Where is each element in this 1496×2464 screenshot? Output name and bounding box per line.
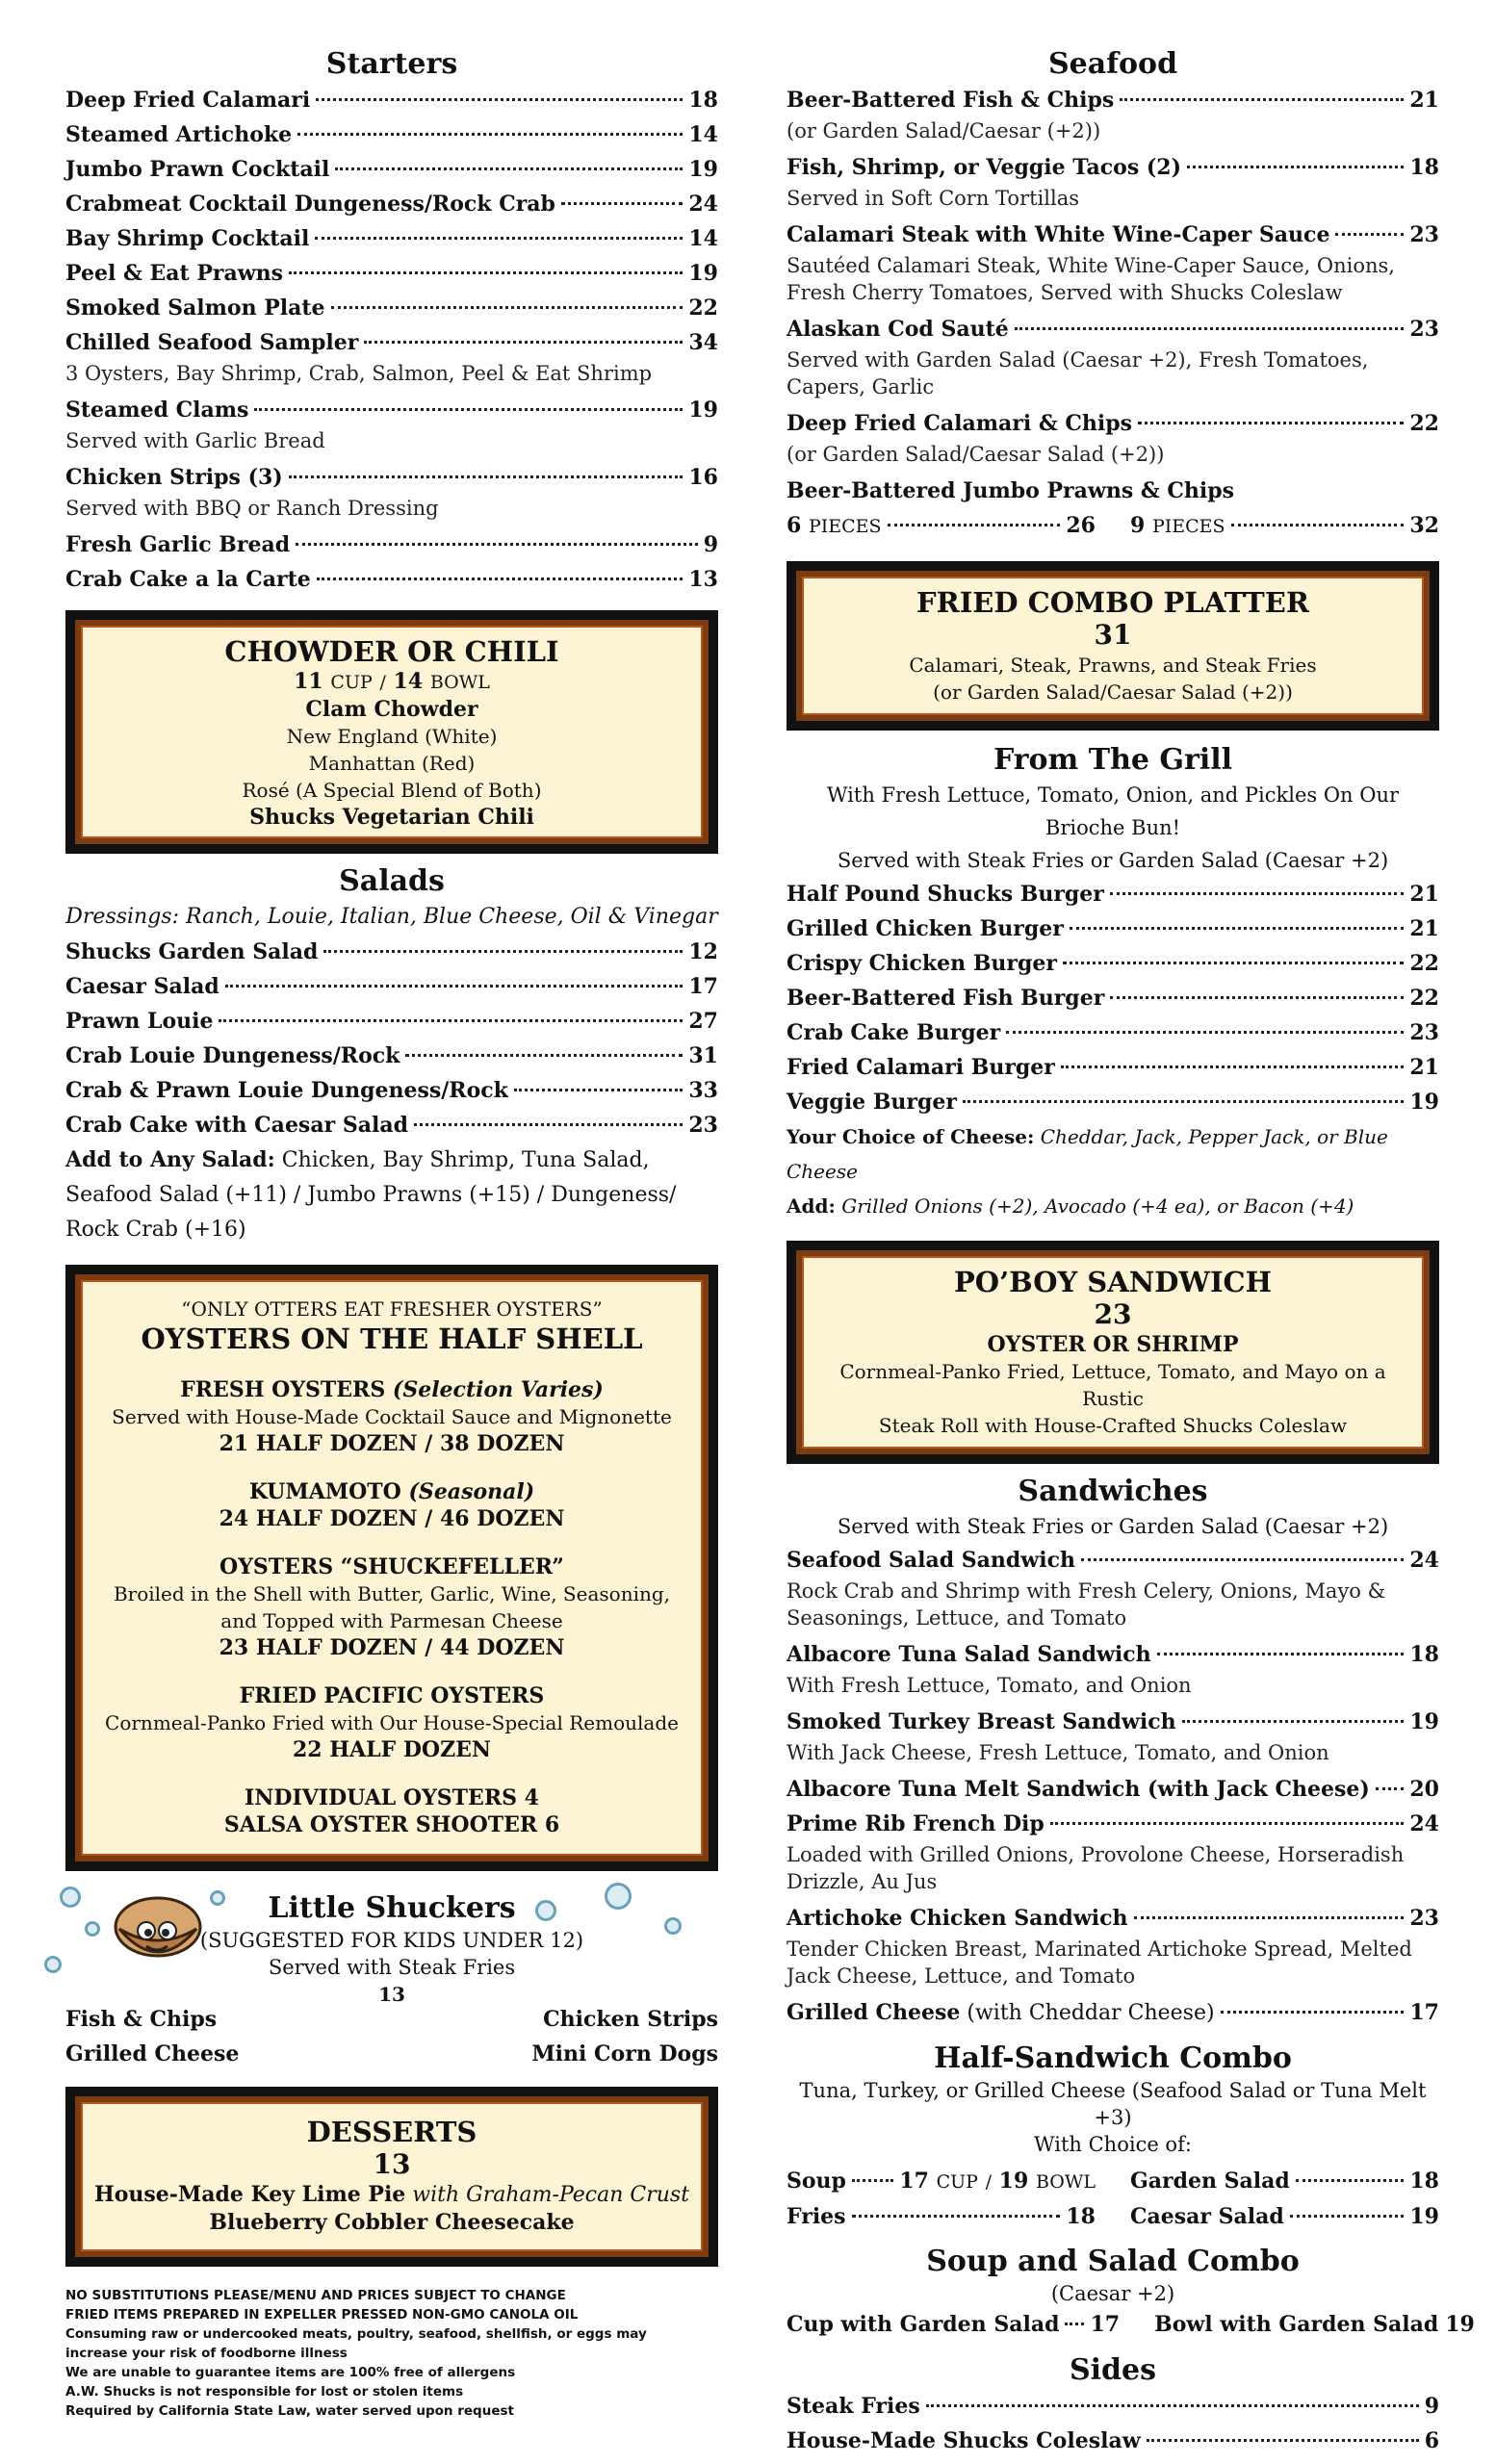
menu-item	[65, 562, 718, 597]
sandwich-list	[787, 1543, 1439, 1989]
grill-title: From The Grill	[993, 743, 1233, 777]
item-name: Crab Cake a la Carte	[65, 567, 311, 592]
item-name: Crabmeat Cocktail Dungeness/Rock Crab	[65, 192, 555, 217]
dot-leader	[1147, 2439, 1419, 2442]
item-name: Deep Fried Calamari	[65, 88, 311, 113]
item-name: Half Pound Shucks Burger	[787, 882, 1104, 907]
item-name: Prime Rib French Dip	[787, 1811, 1045, 1836]
salad-addons: Add to Any Salad: Chicken, Bay Shrimp, Tuna Salad, Seafood Salad (+11) / Jumbo Prawns (+15) / Dungeness/ Rock Crab (+16)	[65, 1147, 677, 1242]
menu-item	[65, 187, 718, 221]
left-column	[65, 46, 718, 2421]
soup-salad-subtitle: (Caesar +2)	[1050, 2282, 1175, 2305]
poboy-desc: Steak Roll with House-Crafted Shucks Coleslaw	[878, 1414, 1348, 1437]
item-description: With Fresh Lettuce, Tomato, and Onion	[787, 1674, 1192, 1697]
dot-leader	[1061, 1065, 1404, 1068]
right-column	[787, 46, 1475, 2458]
vegetarian-chili: Shucks Vegetarian Chili	[249, 805, 534, 830]
item-price: 19	[688, 398, 718, 423]
fine-print-line: Consuming raw or undercooked meats, poultry, seafood, shellfish, or eggs may	[65, 2326, 647, 2342]
dot-leader	[1063, 962, 1404, 964]
dot-leader	[335, 167, 683, 170]
item-name: Bay Shrimp Cocktail	[65, 226, 310, 251]
menu-item	[787, 1015, 1439, 1050]
combo-box	[787, 561, 1439, 731]
menu-item: Beer-Battered Jumbo Prawns & Chips	[787, 478, 1235, 503]
menu-item	[787, 1085, 1439, 1119]
item-price: 31	[688, 1043, 718, 1068]
item-price: 21	[1409, 88, 1439, 113]
dot-leader	[1376, 1787, 1405, 1790]
chowder-type: Manhattan (Red)	[308, 752, 476, 775]
item-name: Artichoke Chicken Sandwich	[787, 1906, 1128, 1931]
desserts-box	[65, 2087, 718, 2267]
menu-item	[787, 877, 1439, 911]
item-name: Beer-Battered Fish & Chips	[787, 88, 1115, 113]
item-price: 23	[1409, 1020, 1439, 1045]
dot-leader	[316, 98, 683, 101]
menu-item	[787, 406, 1439, 441]
grill-subtitle: Served with Steak Fries or Garden Salad (Caesar +2)	[837, 849, 1389, 872]
item-description: Served in Soft Corn Tortillas	[787, 187, 1079, 210]
dot-leader	[1110, 996, 1404, 999]
kumamoto-oysters: KUMAMOTO (Seasonal)	[248, 1479, 535, 1504]
dot-leader	[317, 578, 684, 580]
fine-print-line: NO SUBSTITUTIONS PLEASE/MENU AND PRICES SUBJECT TO CHANGE	[65, 2288, 566, 2303]
item-price: 13	[688, 567, 718, 592]
fine-print-line: Required by California State Law, water served upon request	[65, 2403, 514, 2419]
item-price: 22	[1409, 411, 1439, 436]
menu-item	[65, 1108, 718, 1142]
salads-title: Salads	[339, 864, 445, 898]
item-price: 24	[688, 192, 718, 217]
fried-oysters-desc: Cornmeal-Panko Fried with Our House-Special Remoulade	[105, 1711, 679, 1734]
dot-leader	[1015, 327, 1405, 330]
half-combo-subtitle: Tuna, Turkey, or Grilled Cheese (Seafood Salad or Tuna Melt +3)	[799, 2079, 1427, 2129]
combo-desc: Calamari, Steak, Prawns, and Steak Fries	[909, 654, 1317, 677]
grill-list	[787, 877, 1439, 1119]
half-combo-options: Fries 18 Caesar Salad 19	[787, 2204, 1439, 2229]
oysters-box	[65, 1265, 718, 1871]
chowder-type: Rosé (A Special Blend of Both)	[242, 779, 542, 802]
menu-item	[65, 935, 718, 969]
shuckefeller-oysters: OYSTERS “SHUCKEFELLER”	[219, 1554, 564, 1579]
combo-title: FRIED COMBO PLATTER	[916, 586, 1309, 619]
item-price: 9	[1424, 2394, 1439, 2419]
dot-leader	[323, 950, 683, 953]
dot-leader	[315, 237, 683, 240]
soup-salad-title: Soup and Salad Combo	[926, 2245, 1300, 2278]
menu-item	[787, 946, 1439, 981]
item-name: Grilled Chicken Burger	[787, 916, 1064, 941]
item-price: 9	[703, 532, 718, 557]
grill-cheese: Your Choice of Cheese: Cheddar, Jack, Pepper Jack, or Blue Cheese	[787, 1125, 1388, 1183]
item-description: Served with BBQ or Ranch Dressing	[65, 497, 439, 520]
kids-served: Served with Steak Fries	[268, 1956, 516, 1979]
dot-leader	[414, 1123, 683, 1126]
item-price: 16	[688, 465, 718, 490]
item-price: 23	[688, 1113, 718, 1138]
combo-price: 31	[1094, 619, 1132, 651]
item-description: (or Garden Salad/Caesar Salad (+2))	[787, 443, 1165, 466]
individual-oysters: INDIVIDUAL OYSTERS 4	[245, 1785, 539, 1810]
fine-print-line: FRIED ITEMS PREPARED IN EXPELLER PRESSED NON-GMO CANOLA OIL	[65, 2307, 579, 2323]
menu-item	[787, 1772, 1439, 1807]
item-description: Sautéed Calamari Steak, White Wine-Caper Sauce, Onions, Fresh Cherry Tomatoes, Served with Shucks Coleslaw	[787, 254, 1395, 304]
chowder-title: CHOWDER OR CHILI	[224, 635, 559, 668]
salad-dressings: Dressings: Ranch, Louie, Italian, Blue Cheese, Oil & Vinegar	[65, 905, 718, 929]
chowder-box	[65, 610, 718, 854]
kumamoto-price: 24 HALF DOZEN / 46 DOZEN	[219, 1506, 565, 1531]
item-name: Shucks Garden Salad	[65, 939, 319, 964]
item-name: Smoked Turkey Breast Sandwich	[787, 1709, 1176, 1734]
prawns-options: 6 PIECES 26 9 PIECES 32	[787, 513, 1439, 538]
menu-item	[65, 393, 718, 427]
item-name: Seafood Salad Sandwich	[787, 1548, 1075, 1573]
dot-leader	[1120, 98, 1404, 101]
item-price: 21	[1409, 1055, 1439, 1080]
seafood-title: Seafood	[1047, 47, 1178, 81]
fried-oysters-price: 22 HALF DOZEN	[292, 1737, 492, 1762]
menu-item	[787, 2389, 1439, 2424]
item-name: Alaskan Cod Sauté	[787, 317, 1009, 342]
item-price: 18	[1409, 1642, 1439, 1667]
item-price: 22	[1409, 986, 1439, 1011]
item-name: Peel & Eat Prawns	[65, 261, 284, 286]
item-name: Calamari Steak with White Wine-Caper Sauce	[787, 222, 1330, 247]
item-price: 20	[1409, 1777, 1439, 1802]
shuckefeller-price: 23 HALF DOZEN / 44 DOZEN	[219, 1635, 565, 1660]
blueberry-cobbler: Blueberry Cobbler Cheesecake	[209, 2210, 575, 2235]
item-name: Veggie Burger	[787, 1090, 957, 1115]
item-name: Steamed Artichoke	[65, 122, 293, 147]
menu-item	[65, 221, 718, 256]
dot-leader	[1157, 1653, 1405, 1656]
menu-item	[787, 1637, 1439, 1672]
item-name: Caesar Salad	[65, 974, 219, 999]
item-name: House-Made Shucks Coleslaw	[787, 2428, 1141, 2453]
sides-list	[787, 2389, 1439, 2458]
item-description: 3 Oysters, Bay Shrimp, Crab, Salmon, Peel & Eat Shrimp	[65, 362, 653, 385]
item-price: 33	[688, 1078, 718, 1103]
menu-item	[787, 312, 1439, 346]
item-price: 19	[688, 157, 718, 182]
item-description: Tender Chicken Breast, Marinated Artichoke Spread, Melted Jack Cheese, Lettuce, and Tomato	[787, 1938, 1412, 1988]
item-price: 19	[1409, 1090, 1439, 1115]
dot-leader	[405, 1054, 683, 1057]
fine-print	[65, 2286, 718, 2421]
dot-leader	[254, 408, 683, 411]
dot-leader	[331, 306, 684, 309]
dot-leader	[1187, 166, 1404, 168]
dot-leader	[1070, 927, 1405, 930]
item-price: 22	[1409, 951, 1439, 976]
oysters-title: OYSTERS ON THE HALF SHELL	[141, 1322, 643, 1355]
dot-leader	[1081, 1558, 1404, 1561]
desserts-price: 13	[373, 2148, 411, 2180]
poboy-title: PO’BOY SANDWICH	[954, 1266, 1272, 1298]
poboy-price: 23	[1094, 1298, 1132, 1330]
dot-leader	[1110, 892, 1404, 895]
sides-title: Sides	[1069, 2353, 1156, 2387]
dot-leader	[1335, 233, 1404, 236]
dot-leader	[963, 1100, 1404, 1103]
item-name: Fried Calamari Burger	[787, 1055, 1055, 1080]
dot-leader	[514, 1089, 683, 1091]
menu-item	[787, 1807, 1439, 1841]
menu-item	[65, 117, 718, 152]
menu-item	[65, 256, 718, 291]
item-name: Smoked Salmon Plate	[65, 295, 325, 321]
item-price: 21	[1409, 882, 1439, 907]
grill-subtitle: With Fresh Lettuce, Tomato, Onion, and Pickles On Our Brioche Bun!	[826, 783, 1400, 839]
item-name: Crab Cake with Caesar Salad	[65, 1113, 408, 1138]
item-price: 22	[688, 295, 718, 321]
dot-leader	[225, 985, 684, 988]
item-price: 21	[1409, 916, 1439, 941]
dot-leader	[289, 271, 683, 274]
item-price: 23	[1409, 222, 1439, 247]
menu-item	[65, 83, 718, 117]
item-name: Crab & Prawn Louie Dungeness/Rock	[65, 1078, 508, 1103]
item-name: Chilled Seafood Sampler	[65, 330, 359, 355]
item-description: Served with Garden Salad (Caesar +2), Fresh Tomatoes, Capers, Garlic	[787, 348, 1369, 398]
fine-print-line: increase your risk of foodborne illness	[65, 2346, 348, 2361]
chowder-prices: 11 CUP / 14 BOWL	[294, 669, 490, 694]
kids-menu	[65, 2002, 718, 2071]
soup-salad-options: Cup with Garden Salad 17 Bowl with Garden Salad 19	[787, 2312, 1475, 2337]
dot-leader	[289, 475, 684, 478]
menu-item	[65, 527, 718, 562]
fresh-oysters-desc: Served with House-Made Cocktail Sauce and Mignonette	[112, 1405, 672, 1428]
dot-leader	[1006, 1031, 1404, 1034]
item-description: Rock Crab and Shrimp with Fresh Celery, Onions, Mayo & Seasonings, Lettuce, and Tomato	[787, 1579, 1386, 1630]
item-name: Albacore Tuna Melt Sandwich (with Jack Cheese)	[787, 1777, 1370, 1802]
salads-list	[65, 935, 718, 1142]
item-name: Steamed Clams	[65, 398, 249, 423]
kids-price: 13	[378, 1983, 405, 2006]
item-price: 24	[1409, 1811, 1439, 1836]
half-combo-title: Half-Sandwich Combo	[934, 2041, 1292, 2075]
item-price: 19	[688, 261, 718, 286]
menu-item	[65, 1004, 718, 1039]
item-name: Deep Fried Calamari & Chips	[787, 411, 1133, 436]
dot-leader	[1050, 1822, 1405, 1825]
item-name: Beer-Battered Fish Burger	[787, 986, 1105, 1011]
poboy-desc: Cornmeal-Panko Fried, Lettuce, Tomato, and Mayo on a Rustic	[839, 1360, 1386, 1410]
kids-subtitle: (SUGGESTED FOR KIDS UNDER 12)	[199, 1929, 584, 1952]
salsa-oyster-shooter: SALSA OYSTER SHOOTER 6	[223, 1812, 560, 1837]
sandwiches-title: Sandwiches	[1018, 1475, 1208, 1508]
fine-print-line: We are unable to guarantee items are 100% free of allergens	[65, 2365, 516, 2380]
menu-item	[65, 460, 718, 495]
item-price: 12	[688, 939, 718, 964]
kids-item: Grilled Cheese	[65, 2041, 240, 2066]
fried-pacific-oysters: FRIED PACIFIC OYSTERS	[239, 1683, 545, 1708]
item-price: 6	[1424, 2428, 1439, 2453]
item-name: Albacore Tuna Salad Sandwich	[787, 1642, 1151, 1667]
menu-item	[787, 83, 1439, 117]
kids-item: Chicken Strips	[543, 2007, 718, 2032]
dot-leader	[1138, 422, 1404, 424]
item-name: Prawn Louie	[65, 1009, 214, 1034]
item-name: Crab Cake Burger	[787, 1020, 1001, 1045]
item-price: 18	[688, 88, 718, 113]
dot-leader	[1182, 1720, 1405, 1723]
shuckefeller-desc: and Topped with Parmesan Cheese	[220, 1609, 563, 1632]
item-price: 14	[688, 122, 718, 147]
kids-title: Little Shuckers	[268, 1891, 516, 1925]
menu-item	[65, 1039, 718, 1073]
half-combo-subtitle: With Choice of:	[1034, 2133, 1192, 2156]
item-price: 24	[1409, 1548, 1439, 1573]
item-price: 14	[688, 226, 718, 251]
clam-chowder: Clam Chowder	[305, 697, 478, 722]
item-name: Jumbo Prawn Cocktail	[65, 157, 330, 182]
menu-item	[787, 1901, 1439, 1936]
menu-item	[65, 1073, 718, 1108]
menu-item	[787, 2424, 1439, 2458]
chowder-type: New England (White)	[286, 725, 498, 748]
half-combo-options: Soup 17 CUP / 19 BOWL Garden Salad 18	[787, 2169, 1439, 2194]
desserts-title: DESSERTS	[306, 2116, 477, 2148]
menu-item	[787, 911, 1439, 946]
item-description: With Jack Cheese, Fresh Lettuce, Tomato, and Onion	[787, 1741, 1329, 1764]
item-name: Fresh Garlic Bread	[65, 532, 291, 557]
menu-item	[65, 969, 718, 1004]
menu-item	[787, 1705, 1439, 1739]
item-price: 18	[1409, 155, 1439, 180]
dot-leader	[297, 133, 683, 136]
menu-item	[787, 981, 1439, 1015]
seafood-list	[787, 83, 1439, 468]
dot-leader	[364, 341, 683, 344]
item-price: 23	[1409, 317, 1439, 342]
item-name: Chicken Strips (3)	[65, 465, 283, 490]
kids-section	[65, 1886, 718, 2006]
grill-addons: Add: Grilled Onions (+2), Avocado (+4 ea), or Bacon (+4)	[787, 1194, 1354, 1218]
key-lime-pie: House-Made Key Lime Pie with Graham-Pecan Crust	[93, 2182, 690, 2207]
item-description: Loaded with Grilled Onions, Provolone Cheese, Horseradish Drizzle, Au Jus	[787, 1843, 1405, 1893]
item-name: Steak Fries	[787, 2394, 920, 2419]
item-name: Crab Louie Dungeness/Rock	[65, 1043, 400, 1068]
kids-item: Mini Corn Dogs	[531, 2041, 718, 2066]
menu-item: Grilled Cheese (with Cheddar Cheese) 17	[787, 2000, 1439, 2025]
item-name: Crispy Chicken Burger	[787, 951, 1057, 976]
shuckefeller-desc: Broiled in the Shell with Butter, Garlic, Wine, Seasoning,	[113, 1582, 671, 1605]
kids-item: Fish & Chips	[65, 2007, 218, 2032]
dot-leader	[219, 1019, 683, 1022]
menu-item	[787, 150, 1439, 185]
combo-desc: (or Garden Salad/Caesar Salad (+2))	[933, 680, 1293, 704]
item-price: 17	[688, 974, 718, 999]
item-name: Fish, Shrimp, or Veggie Tacos (2)	[787, 155, 1181, 180]
item-description: (or Garden Salad/Caesar (+2))	[787, 119, 1101, 142]
menu-item	[787, 1543, 1439, 1578]
starters-title: Starters	[325, 47, 458, 81]
bubble-icon	[44, 1956, 62, 1973]
oyster-tagline: “ONLY OTTERS EAT FRESHER OYSTERS”	[181, 1297, 603, 1321]
item-price: 19	[1409, 1709, 1439, 1734]
starters-list	[65, 83, 718, 597]
item-price: 27	[688, 1009, 718, 1034]
fresh-oysters: FRESH OYSTERS (Selection Varies)	[180, 1377, 604, 1402]
menu-item	[787, 218, 1439, 252]
menu-item	[65, 291, 718, 325]
dot-leader	[296, 543, 698, 546]
item-description: Served with Garlic Bread	[65, 429, 325, 452]
item-price: 23	[1409, 1906, 1439, 1931]
menu-item	[65, 152, 718, 187]
sandwiches-subtitle: Served with Steak Fries or Garden Salad (Caesar +2)	[837, 1515, 1389, 1538]
poboy-box	[787, 1241, 1439, 1464]
dot-leader	[1134, 1916, 1405, 1919]
dot-leader	[926, 2404, 1419, 2407]
fine-print-line: A.W. Shucks is not responsible for lost or stolen items	[65, 2384, 464, 2400]
item-price: 34	[688, 330, 718, 355]
dot-leader	[561, 202, 683, 205]
fresh-oysters-price: 21 HALF DOZEN / 38 DOZEN	[219, 1431, 565, 1456]
poboy-subtitle: OYSTER OR SHRIMP	[987, 1332, 1239, 1357]
menu-item	[65, 325, 718, 360]
menu-item	[787, 1050, 1439, 1085]
